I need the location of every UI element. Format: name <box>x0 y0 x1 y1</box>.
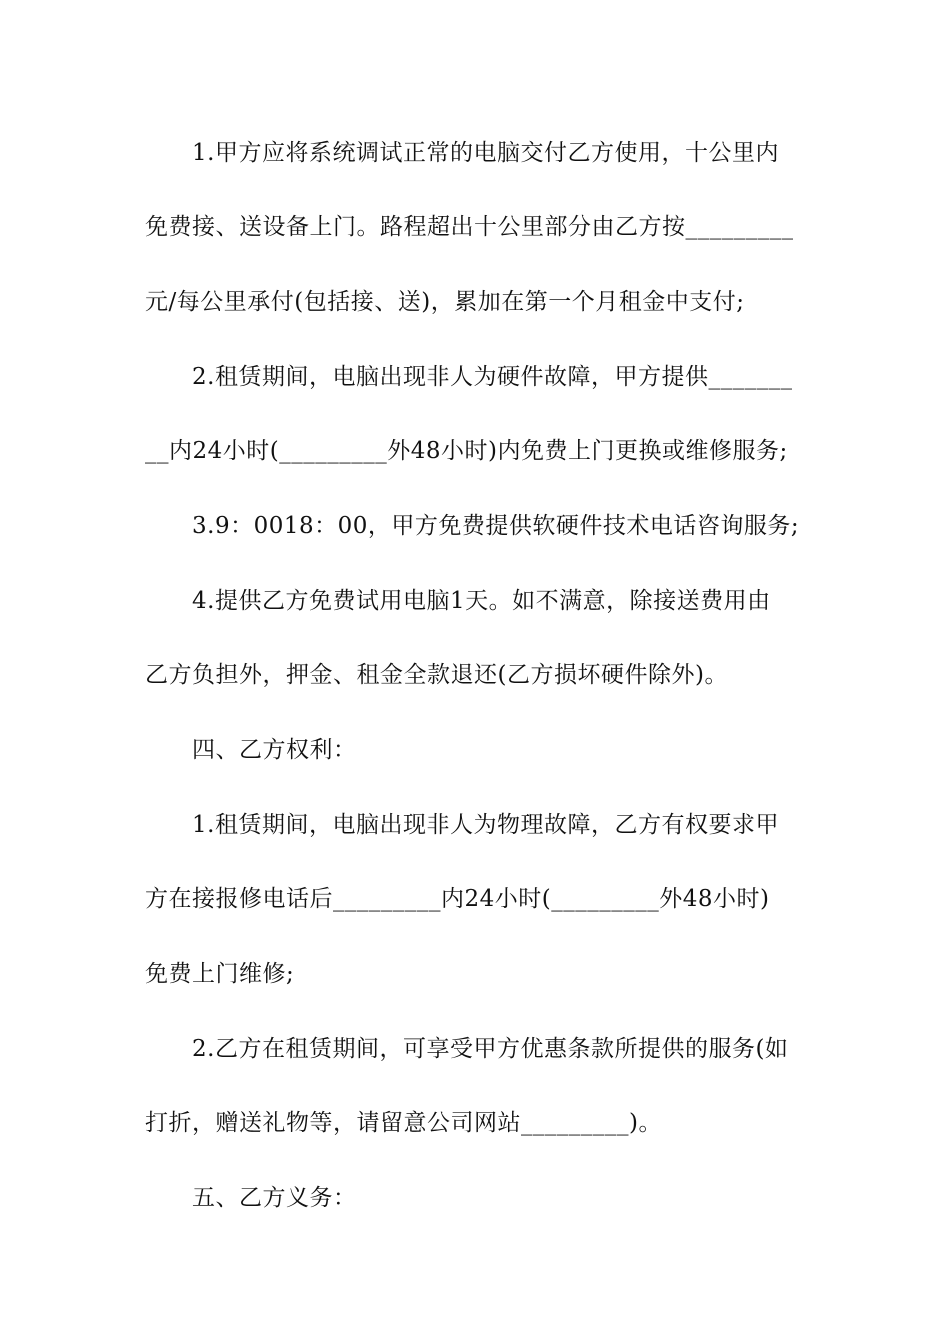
right-1-line-1: 1.租赁期间，电脑出现非人为物理故障，乙方有权要求甲 <box>192 812 779 838</box>
clause-3-line-1: 3.9：0018：00，甲方免费提供软硬件技术电话咨询服务; <box>192 513 800 539</box>
clause-1-line-3: 元/每公里承付(包括接、送)，累加在第一个月租金中支付; <box>145 289 745 315</box>
clause-1-line-2: 免费接、送设备上门。路程超出十公里部分由乙方按_________ <box>145 214 794 240</box>
clause-2-line-2: __内24小时(_________外48小时)内免费上门更换或维修服务; <box>145 438 788 464</box>
section-four-heading: 四、乙方权利： <box>192 737 357 763</box>
right-2-line-2: 打折，赠送礼物等，请留意公司网站_________)。 <box>145 1110 662 1136</box>
clause-2-line-1: 2.租赁期间，电脑出现非人为硬件故障，甲方提供_______ <box>192 364 793 390</box>
clause-4-line-1: 4.提供乙方免费试用电脑1天。如不满意，除接送费用由 <box>192 588 771 614</box>
right-1-line-2: 方在接报修电话后_________内24小时(_________外48小时) <box>145 886 770 912</box>
clause-4-line-2: 乙方负担外，押金、租金全款退还(乙方损坏硬件除外)。 <box>145 662 728 688</box>
right-2-line-1: 2.乙方在租赁期间，可享受甲方优惠条款所提供的服务(如 <box>192 1036 789 1062</box>
right-1-line-3: 免费上门维修; <box>145 961 295 987</box>
section-five-heading: 五、乙方义务： <box>192 1185 357 1211</box>
clause-1-line-1: 1.甲方应将系统调试正常的电脑交付乙方使用，十公里内 <box>192 140 779 166</box>
